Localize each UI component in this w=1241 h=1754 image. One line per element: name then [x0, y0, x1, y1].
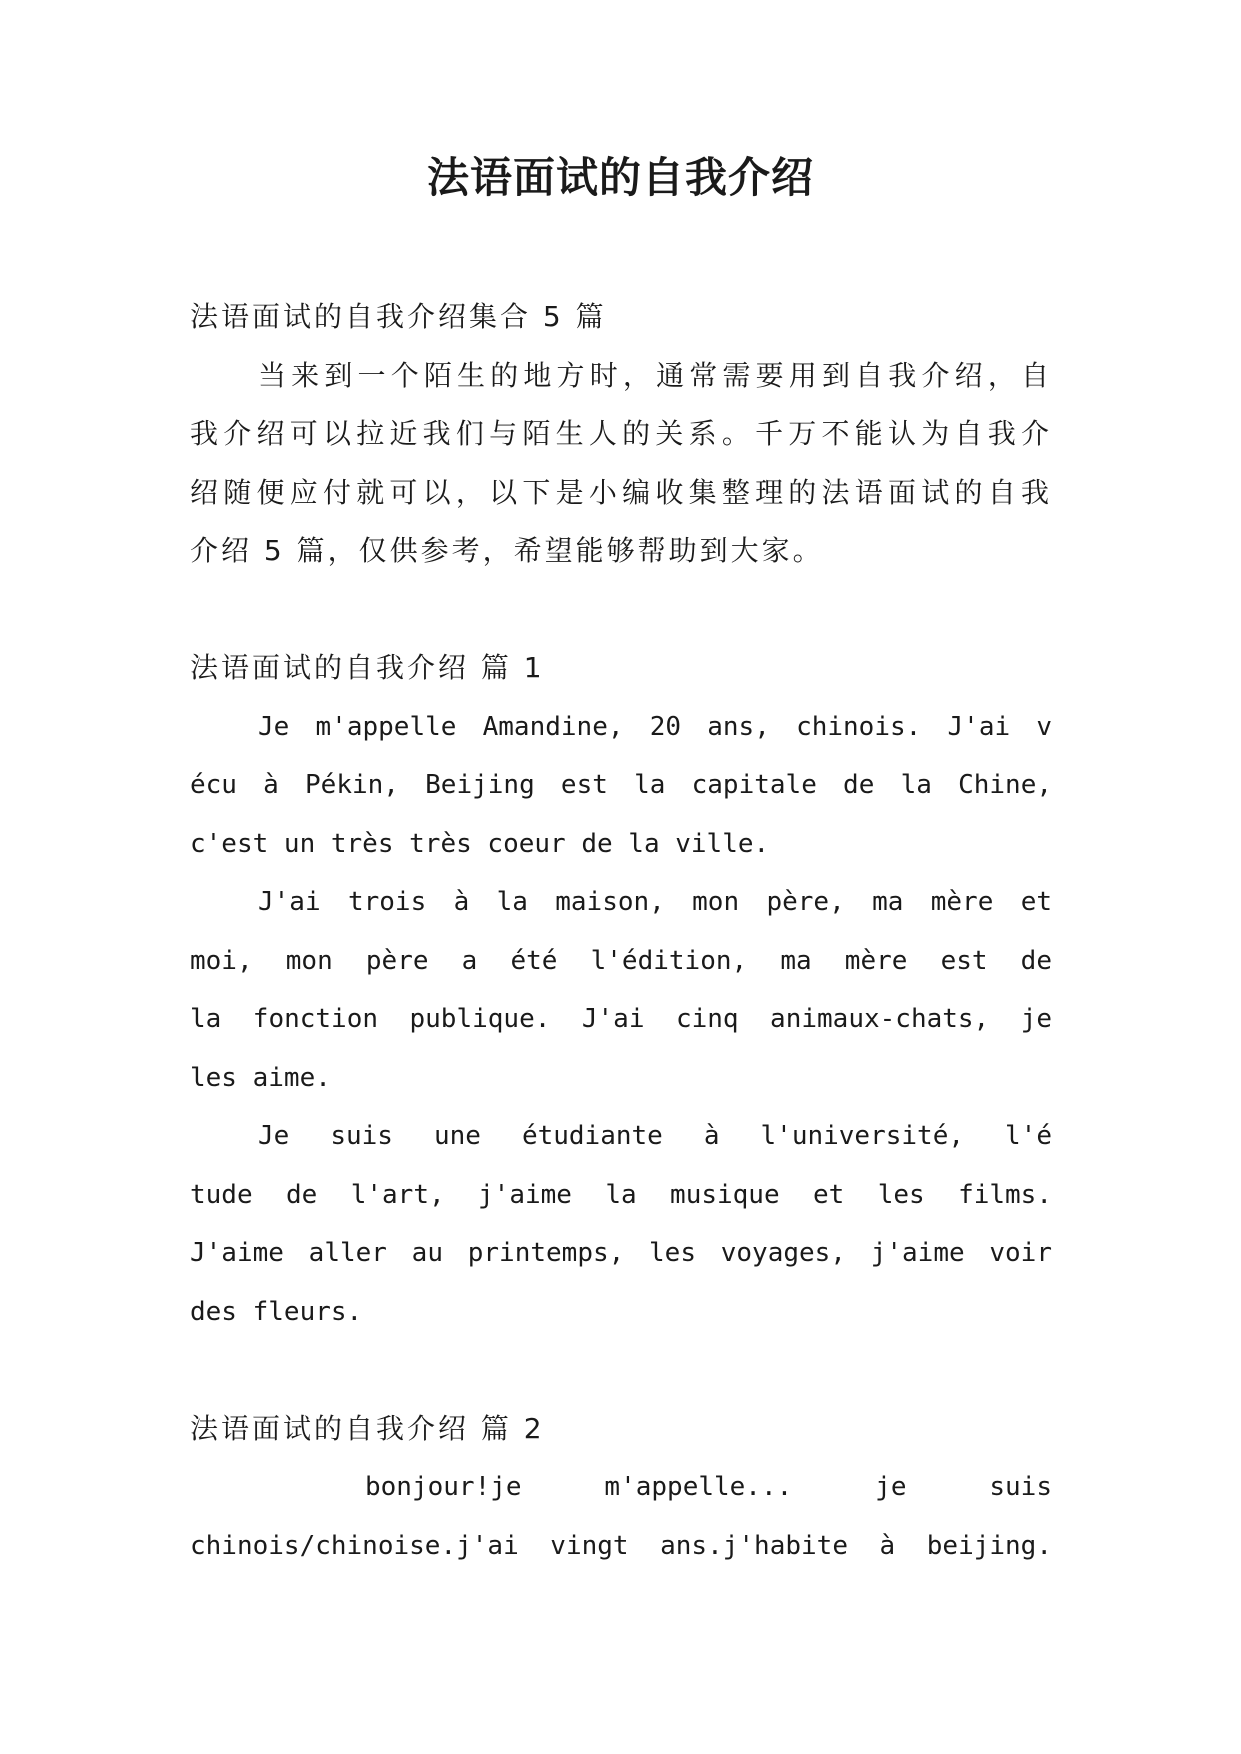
paragraph-line: Je m'appelle Amandine, 20 ans, chinois. J'ai v	[258, 711, 1052, 742]
paragraph-line: J'aime aller au printemps, les voyages, j'aime voir	[190, 1238, 1052, 1268]
paragraph-line: tude de l'art, j'aime la musique et les films.	[190, 1179, 1052, 1210]
paragraph-line: bonjour!je m'appelle... je suis	[365, 1472, 1052, 1502]
paragraph-line: c'est un très très coeur de la ville.	[190, 828, 770, 859]
intro-line: 当来到一个陌生的地方时，通常需要用到自我介绍，自	[258, 358, 1052, 392]
intro-line: 绍随便应付就可以，以下是小编收集整理的法语面试的自我	[190, 475, 1052, 509]
section-heading-1: 法语面试的自我介绍 篇 1	[190, 651, 545, 684]
paragraph-gap	[190, 1341, 1052, 1400]
page-title: 法语面试的自我介绍	[426, 153, 814, 202]
paragraph-line: Je suis une étudiante à l'université, l'é	[258, 1121, 1052, 1151]
document-body	[190, 288, 1052, 1575]
paragraph-line: la fonction publique. J'ai cinq animaux-chats, je	[190, 1004, 1052, 1034]
intro-heading: 法语面试的自我介绍集合 5 篇	[190, 300, 607, 333]
paragraph-line: moi, mon père a été l'édition, ma mère est de	[190, 945, 1052, 976]
intro-line: 我介绍可以拉近我们与陌生人的关系。千万不能认为自我介	[190, 417, 1052, 450]
paragraph-line: des fleurs.	[190, 1296, 363, 1327]
paragraph-line: chinois/chinoise.j'ai vingt ans.j'habite à beijing.	[190, 1530, 1052, 1561]
intro-line: 介绍 5 篇，仅供参考，希望能够帮助到大家。	[190, 534, 824, 567]
section-heading-2: 法语面试的自我介绍 篇 2	[190, 1411, 545, 1445]
paragraph-line: les aime.	[190, 1062, 331, 1093]
paragraph-gap	[190, 581, 1052, 640]
paragraph-line: J'ai trois à la maison, mon père, ma mère et	[258, 887, 1052, 917]
paragraph-line: écu à Pékin, Beijing est la capitale de la Chine,	[190, 770, 1052, 800]
